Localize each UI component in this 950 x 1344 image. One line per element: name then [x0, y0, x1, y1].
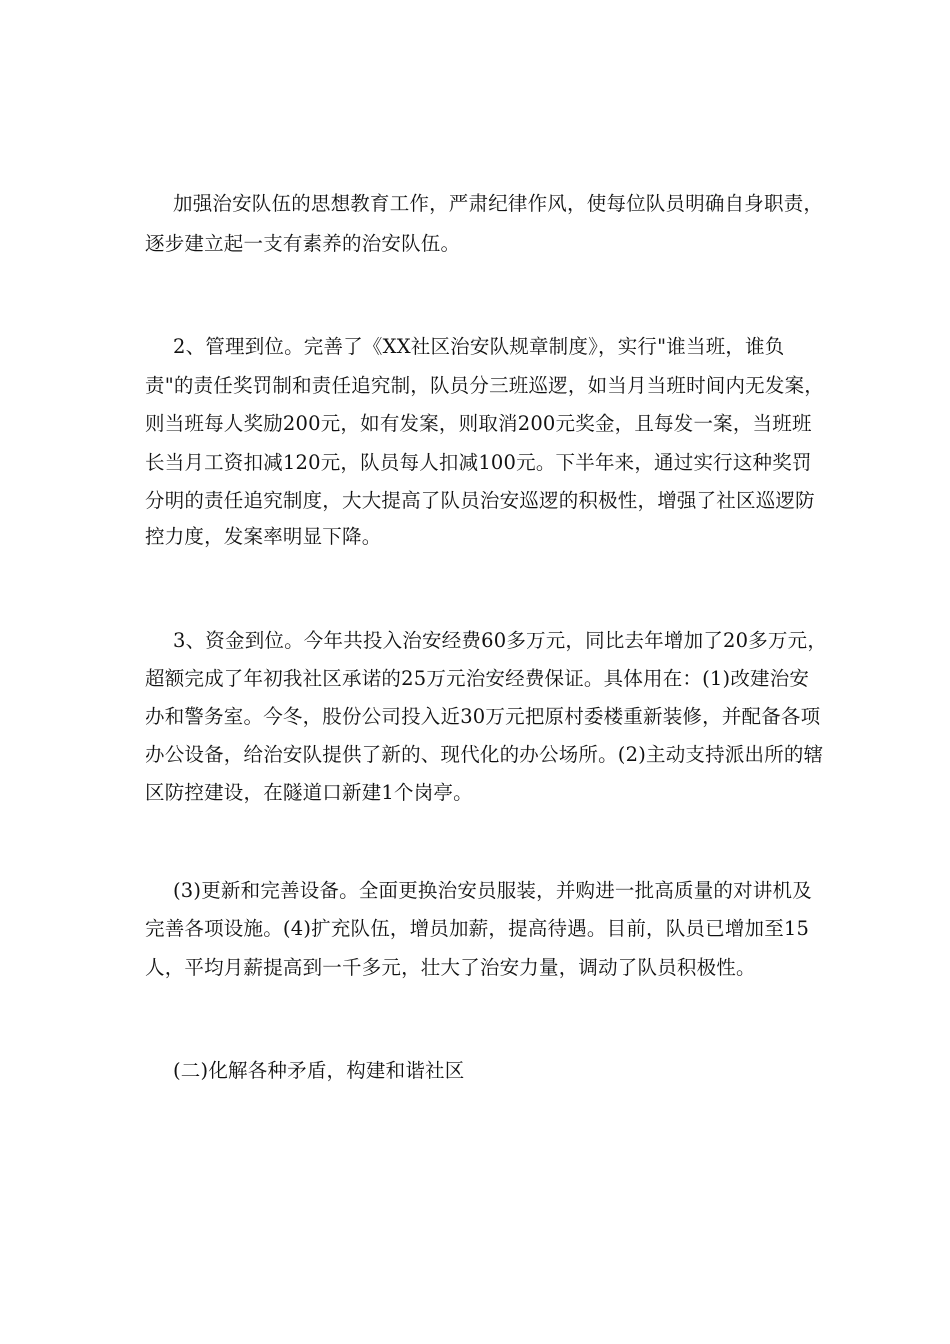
paragraph-4-line-3: 人，平均月薪提高到一千多元，壮大了治安力量，调动了队员积极性。	[145, 956, 756, 979]
section-heading: (二)化解各种矛盾，构建和谐社区	[173, 1059, 465, 1082]
paragraph-3-line-4: 办公设备，给治安队提供了新的、现代化的办公场所。(2)主动支持派出所的辖	[145, 743, 824, 766]
paragraph-1-line-2: 逐步建立起一支有素养的治安队伍。	[145, 232, 461, 255]
paragraph-2-line-3: 则当班每人奖励200元，如有发案，则取消200元奖金，且每发一案，当班班	[145, 412, 812, 435]
paragraph-1-line-1: 加强治安队伍的思想教育工作，严肃纪律作风，使每位队员明确自身职责，	[173, 192, 824, 215]
paragraph-2-line-5: 分明的责任追究制度，大大提高了队员治安巡逻的积极性，增强了社区巡逻防	[145, 489, 815, 512]
paragraph-2-line-1: 2、管理到位。完善了《XX社区治安队规章制度》，实行"谁当班，谁负	[173, 335, 785, 358]
paragraph-4-line-1: (3)更新和完善设备。全面更换治安员服装，并购进一批高质量的对讲机及	[173, 879, 812, 902]
paragraph-2-line-6: 控力度，发案率明显下降。	[145, 525, 382, 548]
paragraph-2-line-2: 责"的责任奖罚制和责任追究制，队员分三班巡逻，如当月当班时间内无发案，	[145, 374, 824, 397]
paragraph-3-line-5: 区防控建设，在隧道口新建1个岗亭。	[145, 781, 473, 804]
paragraph-3-line-2: 超额完成了年初我社区承诺的25万元治安经费保证。具体用在：(1)改建治安	[145, 667, 810, 690]
paragraph-4-line-2: 完善各项设施。(4)扩充队伍，增员加薪，提高待遇。目前，队员已增加至15	[145, 917, 810, 940]
paragraph-2-line-4: 长当月工资扣减120元，队员每人扣减100元。下半年来，通过实行这种奖罚	[145, 451, 812, 474]
paragraph-3-line-1: 3、资金到位。今年共投入治安经费60多万元，同比去年增加了20多万元，	[173, 629, 828, 652]
paragraph-3-line-3: 办和警务室。今冬，股份公司投入近30万元把原村委楼重新装修，并配备各项	[145, 705, 821, 728]
